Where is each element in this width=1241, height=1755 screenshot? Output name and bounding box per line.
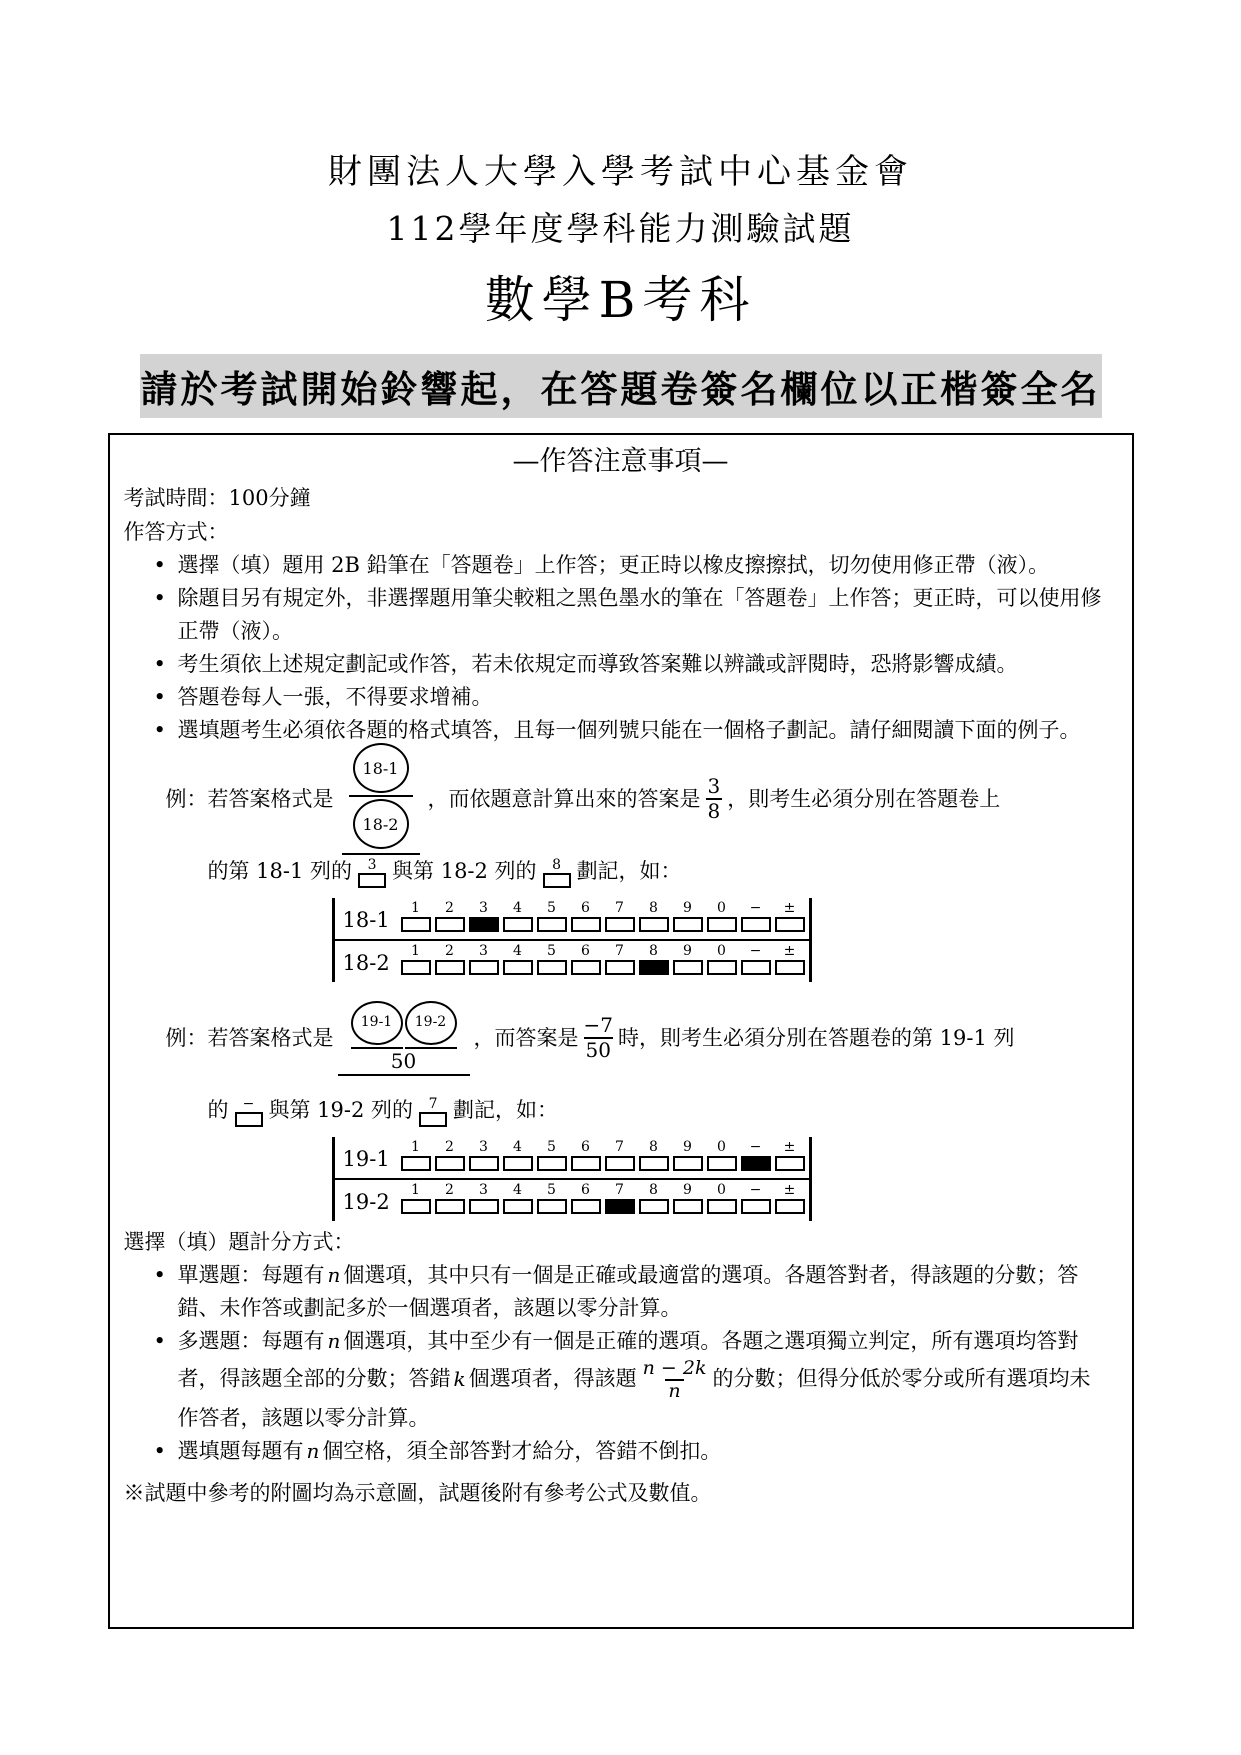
bullet-text — [178, 1435, 1102, 1468]
answer-cell — [739, 1183, 773, 1214]
answer-fraction — [706, 775, 723, 823]
cell-label: 2 — [445, 1139, 454, 1155]
cell-label: 5 — [547, 1139, 556, 1155]
answer-cell — [535, 1140, 569, 1171]
answer-cell — [569, 944, 603, 975]
answer-cell — [569, 1140, 603, 1171]
answer-box — [571, 917, 601, 932]
answer-box — [435, 960, 465, 975]
example-text: 與第 19-2 列的 — [268, 1098, 414, 1122]
format-item — [351, 1001, 403, 1049]
circle-label: 19-2 — [414, 1014, 447, 1030]
text-run: 個選項，其中只有一個是正確或最適當的選項。各題答對者，得該題的分數；答錯、未作答或劃記多於一個選項者，該題以零分計算。 — [177, 1263, 1079, 1320]
mark-box — [419, 1112, 447, 1127]
fraction-denominator: 50 — [585, 1038, 611, 1062]
digit-mark — [419, 1097, 447, 1127]
answer-cell — [433, 944, 467, 975]
cell-label: 6 — [581, 900, 590, 916]
answer-box — [707, 917, 737, 932]
answer-box — [435, 1199, 465, 1214]
answer-format-fraction-18 — [342, 743, 420, 855]
cell-label: 9 — [683, 1182, 692, 1198]
instructions-title: —作答注意事項— — [512, 446, 729, 477]
answer-cell — [467, 1183, 501, 1214]
cell-label: 3 — [479, 1182, 488, 1198]
answer-cell — [501, 1140, 535, 1171]
row-label: 19-2 — [342, 1190, 390, 1214]
fraction — [643, 1358, 707, 1402]
answer-cell — [739, 944, 773, 975]
footnote: ※試題中參考的附圖均為示意圖，試題後附有參考公式及數值。 — [123, 1481, 712, 1505]
instruction-bullet — [154, 582, 1102, 648]
digit-mark — [358, 858, 386, 888]
answer-cell — [739, 1140, 773, 1171]
format-circle-19-2 — [405, 1001, 457, 1045]
cell-label: 0 — [717, 1139, 726, 1155]
marked-answer-box — [741, 1156, 771, 1171]
cell-label: 4 — [513, 900, 522, 916]
bullet-marker: • — [153, 1329, 166, 1353]
math-variable: k — [453, 1366, 466, 1391]
cell-label: 3 — [479, 1139, 488, 1155]
answer-box — [435, 917, 465, 932]
cell-label: − — [749, 1139, 762, 1155]
cell-label: 8 — [649, 1139, 658, 1155]
text-run: 個選項，其中至少有一個是正確的選項。各題之選項獨立判定，所有選項均答對者，得該題全部的分數；答錯 — [177, 1329, 1079, 1391]
cell-label: ± — [783, 943, 796, 959]
header-block — [0, 0, 1241, 330]
answer-cell — [773, 901, 807, 932]
signature-notice: 請於考試開始鈴響起，在答題卷簽名欄位以正楷簽全名 — [140, 354, 1102, 418]
text-run: 選填題每題有 — [177, 1439, 304, 1463]
mark-box — [543, 873, 571, 888]
answer-grid-row — [335, 1137, 809, 1178]
answer-cell — [773, 1140, 807, 1171]
scoring-bullet — [154, 1259, 1102, 1325]
bullet-text: 答題卷每人一張，不得要求增補。 — [177, 685, 493, 709]
example-text: 的第 18-1 列的 — [207, 859, 353, 883]
answer-cell — [773, 944, 807, 975]
answer-cell — [467, 944, 501, 975]
mark-box — [358, 873, 386, 888]
answer-box — [401, 1156, 431, 1171]
answer-cell — [569, 1183, 603, 1214]
cell-label: 1 — [411, 900, 420, 916]
answer-cell — [705, 1183, 739, 1214]
bullet-marker: • — [153, 1263, 166, 1287]
example-19-line2 — [208, 1094, 1132, 1127]
answer-grid-row — [335, 1178, 809, 1221]
answer-cell — [739, 901, 773, 932]
cell-label: 2 — [445, 943, 454, 959]
instruction-bullet — [154, 648, 1102, 681]
instruction-bullet — [154, 681, 1102, 714]
answer-cell — [535, 1183, 569, 1214]
answer-cell — [671, 1183, 705, 1214]
format-numerator-boxes — [350, 1001, 458, 1049]
answer-cell — [603, 1183, 637, 1214]
circle-label: 19-1 — [360, 1014, 393, 1030]
answer-grid-19 — [332, 1137, 812, 1221]
cell-label: 1 — [411, 943, 420, 959]
text-run: 個空格，須全部答對才給分，答錯不倒扣。 — [322, 1439, 722, 1463]
cell-label: − — [749, 1182, 762, 1198]
answer-cell — [433, 1183, 467, 1214]
fraction-denominator: 8 — [707, 799, 721, 823]
exam-time: 考試時間：100分鐘 — [123, 486, 311, 510]
circle-label: 18-2 — [362, 814, 399, 834]
circle-label: 18-1 — [362, 758, 399, 778]
answer-box — [605, 917, 635, 932]
cell-label: 3 — [479, 900, 488, 916]
marked-answer-box — [605, 1199, 635, 1214]
answer-box — [707, 960, 737, 975]
answer-cell — [433, 901, 467, 932]
answer-grid-row — [335, 939, 809, 982]
fraction-numerator: n − 2k — [642, 1357, 707, 1379]
answer-box — [537, 1199, 567, 1214]
scoring-title: 選擇（填）題計分方式： — [123, 1230, 355, 1254]
answer-cell — [467, 1140, 501, 1171]
answer-box — [503, 1156, 533, 1171]
cell-label: 2 — [445, 1182, 454, 1198]
answer-format-fraction-19 — [338, 1001, 470, 1076]
marked-answer-box — [469, 917, 499, 932]
answer-box — [401, 1199, 431, 1214]
cell-label: 4 — [513, 1139, 522, 1155]
answer-cell — [705, 944, 739, 975]
bullet-text: 選填題考生必須依各題的格式填答，且每一個列號只能在一個格子劃記。請仔細閱讀下面的例子。 — [177, 718, 1081, 742]
answer-box — [639, 1156, 669, 1171]
cell-label: 7 — [615, 1139, 624, 1155]
answer-box — [469, 1199, 499, 1214]
answer-box — [469, 960, 499, 975]
bullet-text: 考生須依上述規定劃記或作答，若未依規定而導致答案難以辨識或評閱時，恐將影響成績。 — [177, 652, 1018, 676]
answer-cell — [637, 901, 671, 932]
answer-cell — [501, 901, 535, 932]
example-19-sentence — [166, 986, 1132, 1090]
answer-box — [673, 917, 703, 932]
answer-cell — [603, 944, 637, 975]
answer-cell — [399, 1183, 433, 1214]
cell-label: 8 — [649, 900, 658, 916]
scoring-bullet — [154, 1325, 1102, 1435]
fraction-numerator: 3 — [707, 774, 721, 798]
answer-box — [673, 1156, 703, 1171]
cell-label: 6 — [581, 1139, 590, 1155]
example-18-line2 — [208, 855, 1132, 888]
answer-cell — [535, 901, 569, 932]
bullet-marker: • — [153, 1439, 166, 1463]
scoring-bullet — [154, 1435, 1102, 1468]
math-variable: n — [306, 1439, 320, 1463]
answer-box — [741, 1199, 771, 1214]
cell-label: 0 — [717, 900, 726, 916]
answer-box — [639, 917, 669, 932]
text-run: 多選題：每題有 — [177, 1329, 325, 1353]
answer-box — [673, 1199, 703, 1214]
answer-cell — [535, 944, 569, 975]
math-variable: n — [327, 1329, 341, 1353]
answer-box — [401, 917, 431, 932]
answer-cell — [671, 901, 705, 932]
answer-box — [537, 917, 567, 932]
answer-box — [571, 960, 601, 975]
answer-box — [775, 960, 805, 975]
cell-label: 6 — [581, 1182, 590, 1198]
fraction-numerator: −7 — [583, 1013, 613, 1037]
example-text: 例：若答案格式是 — [165, 1025, 334, 1050]
answer-cell — [637, 944, 671, 975]
instruction-bullet — [154, 549, 1102, 582]
cell-label: 7 — [615, 943, 624, 959]
marked-answer-box — [639, 960, 669, 975]
format-circle-19-1 — [351, 1001, 403, 1045]
cell-label: 0 — [717, 1182, 726, 1198]
answer-cell — [705, 901, 739, 932]
cell-label: 9 — [683, 943, 692, 959]
cell-label: 1 — [411, 1182, 420, 1198]
answer-cell — [603, 1140, 637, 1171]
example-text: 時，則考生必須分別在答題卷的第 19-1 列 — [617, 1025, 1015, 1050]
instruction-bullet — [154, 714, 1102, 747]
answer-box — [741, 917, 771, 932]
answer-cell — [399, 901, 433, 932]
format-circle-18-2 — [353, 799, 409, 849]
cell-label: 1 — [411, 1139, 420, 1155]
answer-box — [401, 960, 431, 975]
example-text: 的 — [207, 1098, 229, 1122]
answer-box — [707, 1199, 737, 1214]
cell-label: 4 — [513, 943, 522, 959]
row-label: 18-1 — [342, 908, 390, 932]
answer-box — [673, 960, 703, 975]
answer-box — [775, 1199, 805, 1214]
format-denominator: 50 — [390, 1048, 417, 1073]
instructions-box — [108, 433, 1134, 1629]
answer-cell — [671, 944, 705, 975]
answer-box — [503, 917, 533, 932]
cell-label: 2 — [445, 900, 454, 916]
answer-cell — [501, 944, 535, 975]
example-text: 例：若答案格式是 — [165, 786, 334, 811]
text-run: 單選題：每題有 — [177, 1263, 325, 1287]
mark-digit: − — [242, 1096, 255, 1112]
example-text: 劃記，如： — [453, 1098, 559, 1122]
answer-box — [775, 917, 805, 932]
answer-box — [605, 960, 635, 975]
answer-cell — [603, 901, 637, 932]
mark-digit: 8 — [552, 857, 562, 873]
bullet-marker: • — [153, 718, 166, 742]
format-item — [405, 1001, 457, 1049]
bullet-text: 選擇（填）題用 2B 鉛筆在「答題卷」上作答；更正時以橡皮擦擦拭，切勿使用修正帶（液）。 — [177, 553, 1050, 577]
bullet-marker: • — [153, 652, 166, 676]
answer-box — [571, 1199, 601, 1214]
cell-label: 6 — [581, 943, 590, 959]
answer-box — [435, 1156, 465, 1171]
bullet-text — [178, 1325, 1102, 1435]
example-text: ，而依題意計算出來的答案是 — [427, 786, 701, 811]
answer-method-label: 作答方式： — [123, 520, 229, 544]
bullet-marker: • — [153, 553, 166, 577]
answer-cell — [705, 1140, 739, 1171]
answer-cell — [569, 901, 603, 932]
cell-label: 4 — [513, 1182, 522, 1198]
digit-mark — [235, 1097, 263, 1127]
answer-box — [775, 1156, 805, 1171]
answer-cell — [773, 1183, 807, 1214]
cell-label: ± — [783, 1139, 796, 1155]
bullet-marker: • — [153, 685, 166, 709]
answer-box — [741, 960, 771, 975]
row-label: 19-1 — [342, 1147, 390, 1171]
row-label: 18-2 — [342, 951, 390, 975]
answer-box — [537, 960, 567, 975]
mark-box — [235, 1112, 263, 1127]
fraction-bar — [338, 1074, 470, 1076]
answer-grid-row — [335, 898, 809, 939]
cell-label: 7 — [615, 900, 624, 916]
answer-cell — [501, 1183, 535, 1214]
cell-label: 3 — [479, 943, 488, 959]
answer-box — [503, 1199, 533, 1214]
bullet-marker: • — [153, 586, 166, 610]
answer-box — [707, 1156, 737, 1171]
cell-label: 9 — [683, 1139, 692, 1155]
org-title: 財團法人大學入學考試中心基金會 — [328, 152, 913, 192]
answer-grid-18 — [332, 898, 812, 982]
cell-label: 9 — [683, 900, 692, 916]
cell-label: − — [749, 900, 762, 916]
answer-box — [537, 1156, 567, 1171]
example-text: 與第 18-2 列的 — [392, 859, 537, 883]
cell-label: 7 — [615, 1182, 624, 1198]
answer-box — [503, 960, 533, 975]
fraction-bar — [349, 795, 413, 797]
digit-mark — [543, 858, 571, 888]
answer-cell — [671, 1140, 705, 1171]
text-run: 個選項者，得該題 — [468, 1366, 637, 1391]
answer-cell — [637, 1183, 671, 1214]
cell-label: 0 — [717, 943, 726, 959]
example-text: ，而答案是 — [473, 1025, 579, 1050]
format-circle-18-1 — [353, 743, 409, 793]
cell-label: 5 — [547, 900, 556, 916]
example-text: ，則考生必須分別在答題卷上 — [727, 786, 1001, 811]
bullet-text — [178, 1259, 1102, 1325]
cell-label: 8 — [649, 943, 658, 959]
subject-title: 數學B考科 — [484, 271, 757, 329]
answer-cell — [433, 1140, 467, 1171]
cell-label: 5 — [547, 943, 556, 959]
cell-label: ± — [783, 1182, 796, 1198]
exam-year-title: 112學年度學科能力測驗試題 — [386, 209, 855, 248]
example-18-sentence — [166, 747, 1132, 851]
mark-digit: 7 — [428, 1096, 438, 1112]
math-variable: n — [327, 1263, 341, 1287]
answer-box — [469, 1156, 499, 1171]
cell-label: − — [749, 943, 762, 959]
bullet-text: 除題目另有規定外，非選擇題用筆尖較粗之黑色墨水的筆在「答題卷」上作答；更正時，可以使用修正帶（液）。 — [177, 586, 1102, 643]
answer-box — [571, 1156, 601, 1171]
fraction-denominator: n — [665, 1379, 683, 1402]
example-text: 劃記，如： — [576, 859, 682, 883]
cell-label: ± — [783, 900, 796, 916]
cell-label: 8 — [649, 1182, 658, 1198]
answer-box — [639, 1199, 669, 1214]
answer-fraction — [584, 1014, 613, 1062]
answer-cell — [637, 1140, 671, 1171]
mark-digit: 3 — [367, 857, 377, 873]
answer-box — [605, 1156, 635, 1171]
answer-cell — [399, 1140, 433, 1171]
cell-label: 5 — [547, 1182, 556, 1198]
answer-cell — [467, 901, 501, 932]
answer-cell — [399, 944, 433, 975]
text-run: 的分數；但得分低於零分或所有選項均未作答者，該題以零分計算。 — [177, 1366, 1091, 1430]
